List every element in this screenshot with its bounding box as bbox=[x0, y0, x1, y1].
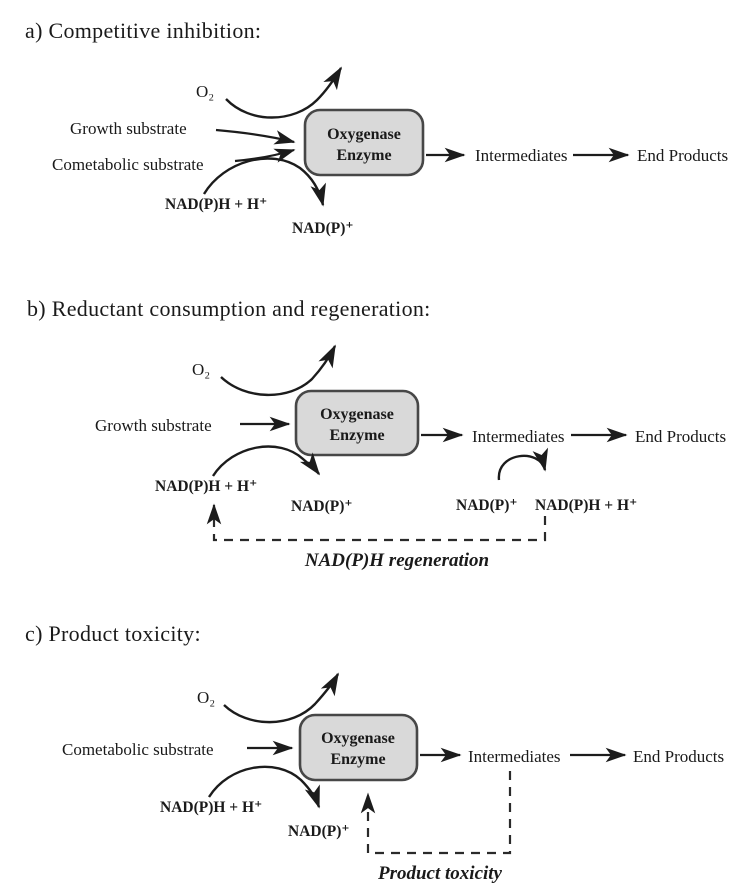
panel-b-enzyme-text-line1: Oxygenase bbox=[320, 406, 394, 423]
panel-b-o2-label: O₂ bbox=[192, 360, 211, 379]
panel-a-enzyme-text-line1: Oxygenase bbox=[327, 126, 401, 143]
panel-b-oxygenase-enzyme-box bbox=[296, 391, 418, 455]
panel-a-cometabolic-substrate-label: Cometabolic substrate bbox=[52, 155, 204, 174]
panel-a-o2-label: O₂ bbox=[196, 82, 215, 101]
panel-competitive-inhibition bbox=[25, 18, 728, 237]
panel-c-enzyme-text-line2: Enzyme bbox=[330, 751, 386, 768]
panel-c-o2-label: O₂ bbox=[197, 688, 216, 707]
panel-b-regeneration-caption: NAD(P)H regeneration bbox=[304, 550, 490, 571]
panel-b-nadph-right-label: NAD(P)H + H⁺ bbox=[535, 497, 638, 514]
panel-reductant-consumption-regeneration bbox=[27, 296, 726, 571]
panel-c-end-products-label: End Products bbox=[633, 747, 725, 766]
panel-c-cometabolic-substrate-label: Cometabolic substrate bbox=[62, 740, 214, 759]
panel-a-nadph-label: NAD(P)H + H⁺ bbox=[165, 196, 268, 213]
panel-c-title: c) Product toxicity: bbox=[25, 621, 201, 646]
panel-a-end-products-label: End Products bbox=[637, 146, 729, 165]
panel-b-title: b) Reductant consumption and regeneration: bbox=[27, 296, 431, 321]
panel-a-nadp-label: NAD(P)⁺ bbox=[292, 220, 354, 237]
panel-a-intermediates-label: Intermediates bbox=[475, 146, 568, 165]
panel-b-o2-curved-arrow bbox=[221, 346, 335, 395]
panel-a-title: a) Competitive inhibition: bbox=[25, 18, 262, 43]
panel-b-nadp-label: NAD(P)⁺ bbox=[291, 498, 353, 515]
panel-product-toxicity bbox=[25, 621, 724, 884]
panel-c-intermediates-label: Intermediates bbox=[468, 747, 561, 766]
panel-b-nadp-regeneration-arc-arrow bbox=[499, 456, 545, 480]
panel-c-toxicity-caption: Product toxicity bbox=[377, 863, 503, 884]
panel-b-end-products-label: End Products bbox=[635, 427, 727, 446]
panel-c-toxicity-dashed-arrow bbox=[368, 771, 510, 853]
panel-c-oxygenase-enzyme-box bbox=[300, 715, 417, 780]
panel-c-nadph-label: NAD(P)H + H⁺ bbox=[160, 799, 263, 816]
panel-a-growth-substrate-arrow bbox=[216, 130, 294, 142]
panel-b-enzyme-text-line2: Enzyme bbox=[329, 427, 385, 444]
panel-a-growth-substrate-label: Growth substrate bbox=[70, 119, 187, 138]
panel-b-nadp-right-label: NAD(P)⁺ bbox=[456, 497, 518, 514]
panel-b-nadph-label: NAD(P)H + H⁺ bbox=[155, 478, 258, 495]
panel-c-nadp-label: NAD(P)⁺ bbox=[288, 823, 350, 840]
panel-b-growth-substrate-label: Growth substrate bbox=[95, 416, 212, 435]
panel-b-intermediates-label: Intermediates bbox=[472, 427, 565, 446]
panel-c-enzyme-text-line1: Oxygenase bbox=[321, 730, 395, 747]
panel-a-enzyme-text-line2: Enzyme bbox=[336, 147, 392, 164]
